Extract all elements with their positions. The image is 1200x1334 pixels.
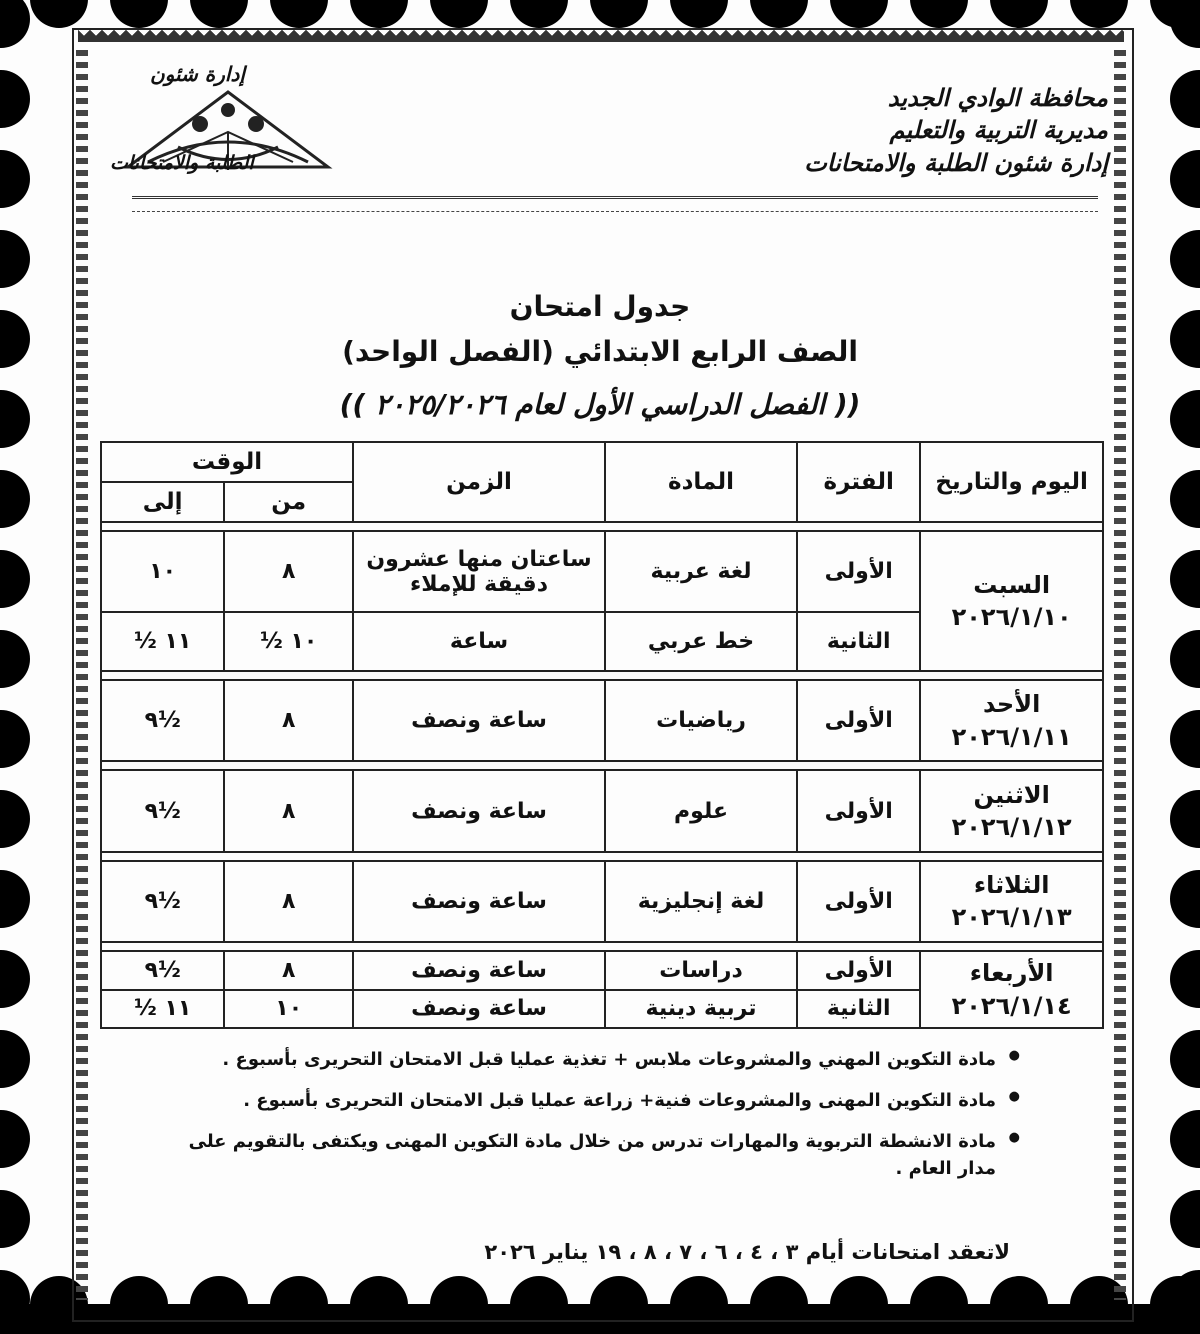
header-day: اليوم والتاريخ — [920, 442, 1103, 522]
term-title: (( الفصل الدراسي الأول لعام ٢٠٢٥/٢٠٢٦ )) — [339, 388, 861, 421]
duration-cell: ساعة ونصف — [353, 770, 605, 851]
day-date: ٢٠٢٦/١/١٢ — [951, 813, 1072, 842]
logo-title: إدارة شئون — [150, 62, 245, 86]
logo-subtitle: الطلبة والامتحانات — [110, 152, 254, 174]
note-item: ● مادة التكوين المهني والمشروعات ملابس + تغذية عمليا قبل الامتحان التحريرى بأسبوع . — [170, 1046, 1020, 1073]
table-row — [101, 680, 1103, 761]
header-subject: المادة — [605, 442, 797, 522]
period-cell: الأولى — [797, 861, 920, 942]
from-cell: ٨ — [224, 861, 353, 942]
to-cell: ½ ١١ — [101, 612, 224, 671]
day-cell — [920, 680, 1103, 761]
to-cell: ١٠ — [101, 531, 224, 612]
row-separator — [101, 671, 1103, 680]
subject-cell: علوم — [605, 770, 797, 851]
to-cell: ٩½ — [101, 770, 224, 851]
row-separator — [101, 522, 1103, 531]
period-cell: الأولى — [797, 770, 920, 851]
decorative-border-right — [1114, 50, 1126, 1300]
day-date: ٢٠٢٦/١/١٤ — [951, 991, 1072, 1020]
from-cell: ١٠ — [224, 990, 353, 1028]
grade-title: الصف الرابع الابتدائي (الفصل الواحد) — [342, 335, 858, 368]
footer-note: لاتعقد امتحانات أيام ٣ ، ٤ ، ٦ ، ٧ ، ٨ ، ١٩ يناير ٢٠٢٦ — [484, 1240, 1010, 1264]
directorate-name: مديرية التربية والتعليم — [889, 116, 1108, 145]
table-row — [101, 531, 1103, 612]
to-cell: ٩½ — [101, 680, 224, 761]
table-row — [101, 770, 1103, 851]
day-cell — [920, 531, 1103, 671]
row-separator — [101, 761, 1103, 770]
table-row — [101, 861, 1103, 942]
period-cell: الأولى — [797, 680, 920, 761]
day-name: الأربعاء — [969, 959, 1054, 988]
governorate-name: محافظة الوادي الجديد — [887, 84, 1108, 112]
period-cell: الثانية — [797, 612, 920, 671]
header-from: من — [224, 482, 353, 522]
day-cell — [920, 861, 1103, 942]
note-item: ● مادة الانشطة التربوية والمهارات تدرس من خلال مادة التكوين المهنى ويكتفى بالتقويم على مدار العام . — [170, 1128, 1020, 1182]
subject-cell: لغة عربية — [605, 531, 797, 612]
perforation-hole — [1150, 1276, 1200, 1334]
from-cell: ٨ — [224, 680, 353, 761]
day-name: الاثنين — [973, 780, 1050, 809]
period-cell: الأولى — [797, 951, 920, 989]
day-date: ٢٠٢٦/١/١١ — [951, 722, 1072, 751]
doc-title: جدول امتحان — [509, 290, 691, 323]
duration-cell: ساعة ونصف — [353, 951, 605, 989]
department-name: إدارة شئون الطلبة والامتحانات — [804, 148, 1108, 177]
from-cell: ٨ — [224, 951, 353, 989]
header-duration: الزمن — [353, 442, 605, 522]
subject-cell: لغة إنجليزية — [605, 861, 797, 942]
row-separator — [101, 942, 1103, 951]
decorative-border-left — [76, 50, 88, 1300]
to-cell: ½ ١١ — [101, 990, 224, 1028]
subject-cell: تربية دينية — [605, 990, 797, 1028]
issuer-header — [804, 82, 1108, 179]
header-to: إلى — [101, 482, 224, 522]
period-cell: الأولى — [797, 531, 920, 612]
from-cell: ½ ١٠ — [224, 612, 353, 671]
exam-schedule-table — [100, 441, 1104, 1029]
notes-list — [170, 1046, 1020, 1196]
subject-cell: رياضيات — [605, 680, 797, 761]
day-cell — [920, 951, 1103, 1028]
decorative-border-top — [78, 30, 1124, 44]
day-cell — [920, 770, 1103, 851]
subject-cell: دراسات — [605, 951, 797, 989]
day-name: السبت — [973, 570, 1051, 599]
from-cell: ٨ — [224, 770, 353, 851]
from-cell: ٨ — [224, 531, 353, 612]
header-period: الفترة — [797, 442, 920, 522]
row-separator — [101, 852, 1103, 861]
header-time: الوقت — [101, 442, 353, 482]
to-cell: ٩½ — [101, 861, 224, 942]
duration-cell: ساعة ونصف — [353, 680, 605, 761]
header-divider — [132, 196, 1098, 212]
to-cell: ٩½ — [101, 951, 224, 989]
period-cell: الثانية — [797, 990, 920, 1028]
duration-cell: ساعة — [353, 612, 605, 671]
duration-cell: ساعة ونصف — [353, 861, 605, 942]
day-date: ٢٠٢٦/١/١٠ — [951, 603, 1072, 632]
subject-cell: خط عربي — [605, 612, 797, 671]
note-item: ● مادة التكوين المهنى والمشروعات فنية+ زراعة عمليا قبل الامتحان التحريرى بأسبوع . — [170, 1087, 1020, 1114]
duration-cell: ساعتان منها عشرون دقيقة للإملاء — [353, 531, 605, 612]
duration-cell: ساعة ونصف — [353, 990, 605, 1028]
day-name: الثلاثاء — [973, 871, 1050, 900]
day-date: ٢٠٢٦/١/١٣ — [951, 903, 1072, 932]
day-name: الأحد — [983, 690, 1041, 719]
table-row — [101, 951, 1103, 989]
